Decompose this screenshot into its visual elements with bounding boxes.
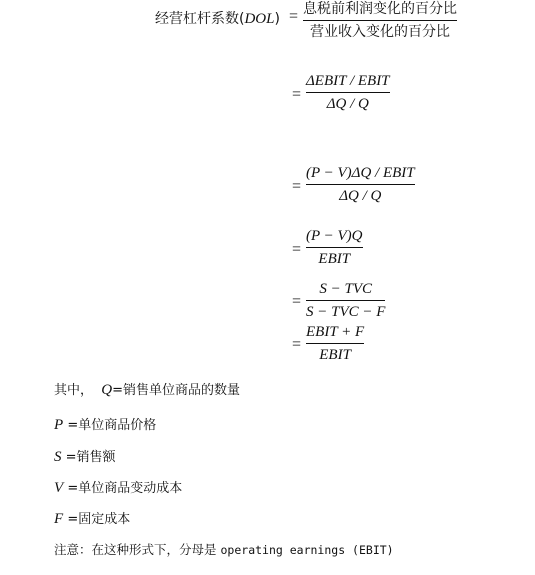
formula-lhs: 经营杠杆系数(DOL) [155, 11, 280, 27]
fraction-bar [306, 92, 390, 93]
definition-symbol: V [54, 480, 64, 496]
step-denominator: ΔQ / Q [339, 188, 382, 204]
step-denominator: S − TVC − F [306, 304, 386, 320]
step-numerator: EBIT + F [306, 324, 365, 340]
definition-text: =单位商品价格 [67, 418, 157, 433]
step-equals: = [292, 241, 302, 258]
step-denominator: ΔQ / Q [326, 96, 369, 112]
definition-text: =销售单位商品的数量 [112, 383, 241, 398]
definition-text: =单位商品变动成本 [67, 481, 183, 496]
step-numerator: ΔEBIT / EBIT [306, 73, 390, 89]
definition-row [54, 477, 182, 497]
step-fraction [306, 322, 364, 365]
note-term: operating earnings (EBIT) [220, 543, 394, 557]
step-equals: = [292, 178, 302, 195]
main-equals: = [289, 8, 299, 25]
definition-symbol: F [54, 511, 64, 527]
definition-row [54, 379, 240, 399]
fraction-bar [303, 20, 457, 21]
step-fraction [306, 226, 363, 269]
definition-symbol: P [54, 417, 64, 433]
definition-text: =销售额 [65, 450, 116, 465]
step-denominator: EBIT [319, 347, 351, 363]
fraction-bar [306, 184, 415, 185]
definition-symbol: S [54, 449, 62, 465]
note-line [54, 540, 394, 558]
step-equals: = [292, 293, 302, 310]
step-numerator: (P − V)Q [306, 228, 363, 244]
step-fraction [306, 279, 385, 322]
definition-text: =固定成本 [67, 512, 131, 527]
step-numerator: (P − V)ΔQ / EBIT [306, 165, 415, 181]
lhs-symbol: DOL [244, 11, 275, 27]
step-denominator: EBIT [318, 251, 351, 267]
fraction-bar [306, 343, 364, 344]
step-equals: = [292, 336, 302, 353]
step-fraction [306, 163, 415, 206]
definition-symbol: Q [101, 382, 113, 398]
definition-row [54, 446, 116, 466]
main-denominator: 营业收入变化的百分比 [310, 24, 450, 40]
step-fraction [306, 71, 390, 114]
main-numerator: 息税前利润变化的百分比 [303, 1, 457, 17]
main-fraction [303, 0, 457, 42]
definition-row [54, 508, 130, 528]
lhs-label: 经营杠杆系数 [155, 11, 239, 27]
note-prefix: 注意：在这种形式下，分母是 [54, 542, 217, 557]
definitions-intro: 其中， [54, 383, 94, 398]
step-numerator: S − TVC [319, 281, 373, 297]
fraction-bar [306, 300, 385, 301]
step-equals: = [292, 86, 302, 103]
fraction-bar [306, 247, 363, 248]
definition-row [54, 414, 156, 434]
